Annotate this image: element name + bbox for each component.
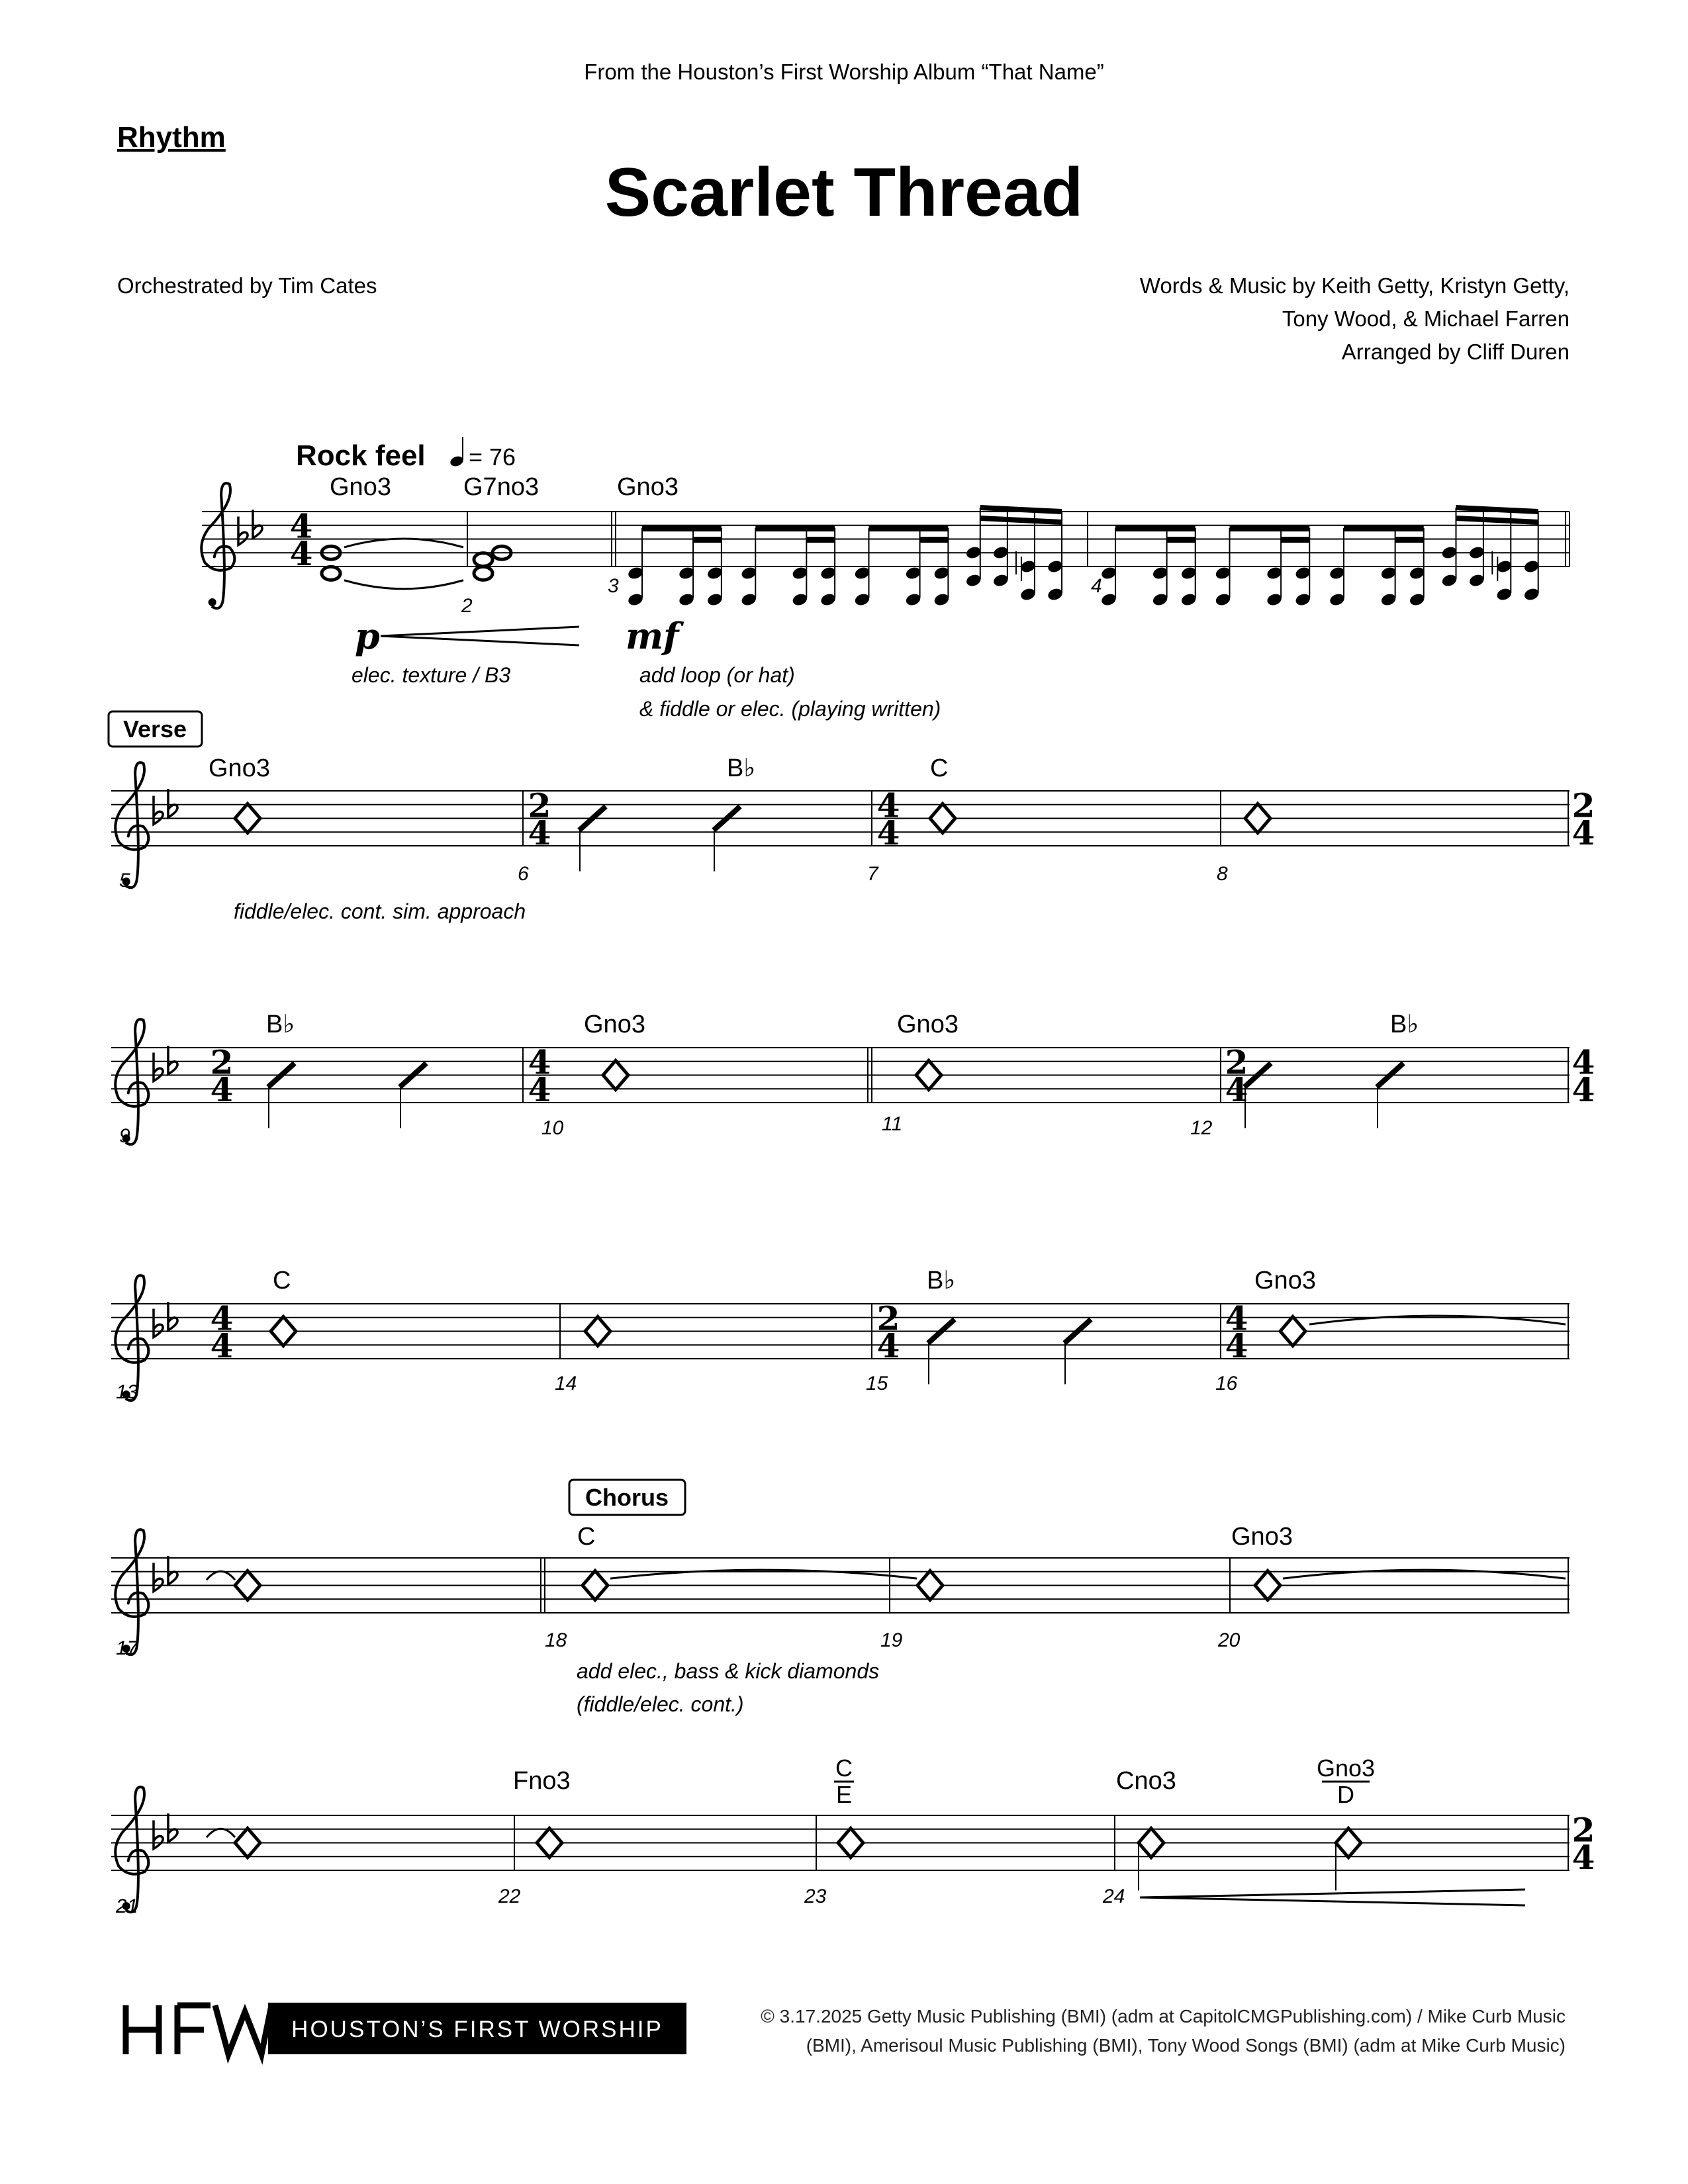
- time-signature-denominator: 4: [876, 1326, 900, 1365]
- time-signature-denominator: 4: [1225, 1326, 1248, 1365]
- measure-number: 14: [555, 1373, 577, 1394]
- time-signature-denominator: 4: [210, 1326, 234, 1365]
- composer-credit: Words & Music by Keith Getty, Kristyn Getty,: [1139, 273, 1570, 298]
- dynamic-marking: mf: [626, 615, 679, 657]
- rehearsal-mark-label: Verse: [122, 715, 187, 743]
- song-title: Scarlet Thread: [604, 154, 1084, 231]
- chord-symbol: C: [577, 1523, 596, 1551]
- time-signature-denominator: 4: [528, 1070, 551, 1109]
- chord-symbol: B♭: [266, 1011, 295, 1038]
- logo-text: HOUSTON’S FIRST WORSHIP: [291, 2017, 663, 2042]
- measure-number: 16: [1215, 1373, 1238, 1394]
- chord-symbol: Gno3: [209, 754, 270, 782]
- beam: [1230, 525, 1310, 531]
- measure-number: 6: [518, 863, 529, 885]
- measure-number: 17: [116, 1637, 138, 1659]
- chord-symbol: Gno3: [1231, 1523, 1293, 1551]
- chord-symbol-bass: E: [835, 1781, 853, 1808]
- performance-note: elec. texture / B3: [352, 663, 511, 687]
- performance-note: fiddle/elec. cont. sim. approach: [234, 899, 526, 923]
- time-signature-denominator: 4: [1225, 1070, 1248, 1109]
- orchestrator-credit: Orchestrated by Tim Cates: [117, 273, 377, 298]
- measure-number: 10: [541, 1117, 564, 1139]
- chord-symbol: B♭: [727, 754, 756, 782]
- copyright-line: (BMI), Amerisoul Music Publishing (BMI), Tony Wood Songs (BMI) (adm at Mike Curb Music): [806, 2035, 1566, 2056]
- beam: [642, 525, 722, 531]
- chord-symbol: C: [930, 754, 949, 782]
- measure-number: 4: [1091, 575, 1102, 597]
- measure-number: 22: [498, 1886, 521, 1907]
- measure-number: 20: [1218, 1629, 1241, 1651]
- beam: [806, 537, 835, 543]
- time-signature-denominator: 4: [1571, 1070, 1595, 1109]
- time-signature-denominator: 4: [528, 813, 551, 852]
- time-signature-denominator: 4: [1571, 813, 1595, 852]
- time-signature-numerator: 2: [876, 1298, 900, 1338]
- part-name: Rhythm: [117, 121, 226, 154]
- chord-symbol: Gno3: [897, 1011, 959, 1038]
- measure-number: 7: [867, 863, 878, 885]
- beam: [693, 537, 722, 543]
- chord-symbol: G7no3: [463, 473, 539, 501]
- chord-symbol: Gno3: [584, 1011, 645, 1038]
- measure-number: 18: [545, 1629, 567, 1651]
- measure-number: 12: [1190, 1117, 1213, 1139]
- chord-symbol-top: Gno3: [1316, 1754, 1376, 1782]
- chord-symbol: Fno3: [513, 1767, 571, 1795]
- measure-number: 2: [461, 595, 473, 617]
- tempo-label: Rock feel: [296, 439, 426, 472]
- measure-number: 19: [880, 1629, 903, 1651]
- time-signature-numerator: 2: [1571, 1810, 1595, 1850]
- measure-number: 15: [866, 1373, 888, 1394]
- chord-symbol: Gno3: [1254, 1267, 1316, 1295]
- measure-number: 13: [116, 1381, 138, 1403]
- chord-symbol: Cno3: [1116, 1767, 1176, 1795]
- dynamic-marking: p: [355, 615, 380, 657]
- treble-clef-icon: [209, 598, 216, 606]
- measure-number: 11: [882, 1113, 903, 1135]
- arranger-credit: Arranged by Cliff Duren: [1341, 340, 1570, 364]
- beam: [920, 537, 949, 543]
- beam: [755, 525, 835, 531]
- beam: [1395, 537, 1424, 543]
- rehearsal-mark-label: Chorus: [585, 1484, 669, 1511]
- measure-number: 21: [116, 1895, 138, 1917]
- chord-symbol: B♭: [927, 1267, 956, 1295]
- beam: [1115, 525, 1196, 531]
- time-signature-numerator: 4: [1571, 1042, 1595, 1082]
- measure-number: 8: [1217, 863, 1228, 885]
- beam: [1344, 525, 1424, 531]
- tempo-bpm: = 76: [469, 443, 516, 471]
- time-signature-numerator: 4: [528, 1042, 551, 1082]
- beam: [869, 525, 949, 531]
- composer-credit: Tony Wood, & Michael Farren: [1282, 306, 1570, 331]
- time-signature-denominator: 4: [876, 813, 900, 852]
- time-signature-denominator: 4: [1571, 1838, 1595, 1877]
- time-signature-denominator: 4: [289, 534, 313, 573]
- measure-number: 23: [804, 1886, 827, 1907]
- beam: [1167, 537, 1196, 543]
- performance-note: (fiddle/elec. cont.): [577, 1692, 744, 1716]
- time-signature-numerator: 2: [210, 1042, 234, 1082]
- chord-symbol-top: C: [835, 1754, 853, 1782]
- time-signature-numerator: 4: [210, 1298, 234, 1338]
- beam: [1281, 537, 1309, 543]
- time-signature-numerator: 4: [876, 786, 900, 825]
- performance-note: add elec., bass & kick diamonds: [577, 1659, 880, 1683]
- chord-symbol-bass: D: [1337, 1781, 1354, 1808]
- time-signature-numerator: 2: [1225, 1042, 1248, 1082]
- time-signature-numerator: 2: [528, 786, 551, 825]
- chord-symbol: C: [273, 1267, 291, 1295]
- measure-number: 5: [119, 870, 130, 891]
- album-line: From the Houston’s First Worship Album “That Name”: [584, 60, 1104, 84]
- measure-number: 24: [1103, 1886, 1125, 1907]
- chord-symbol: B♭: [1390, 1011, 1419, 1038]
- time-signature-numerator: 2: [1571, 786, 1595, 825]
- measure-number: 3: [608, 575, 619, 597]
- performance-note: & fiddle or elec. (playing written): [639, 697, 941, 721]
- copyright-line: © 3.17.2025 Getty Music Publishing (BMI) (adm at CapitolCMGPublishing.com) / Mike Curb Music: [761, 2006, 1566, 2026]
- time-signature-numerator: 4: [1225, 1298, 1248, 1338]
- chord-symbol: Gno3: [617, 473, 679, 501]
- measure-number: 9: [119, 1125, 130, 1147]
- chord-symbol: Gno3: [330, 473, 391, 501]
- time-signature-numerator: 4: [289, 506, 313, 546]
- performance-note: add loop (or hat): [639, 663, 795, 687]
- time-signature-denominator: 4: [210, 1070, 234, 1109]
